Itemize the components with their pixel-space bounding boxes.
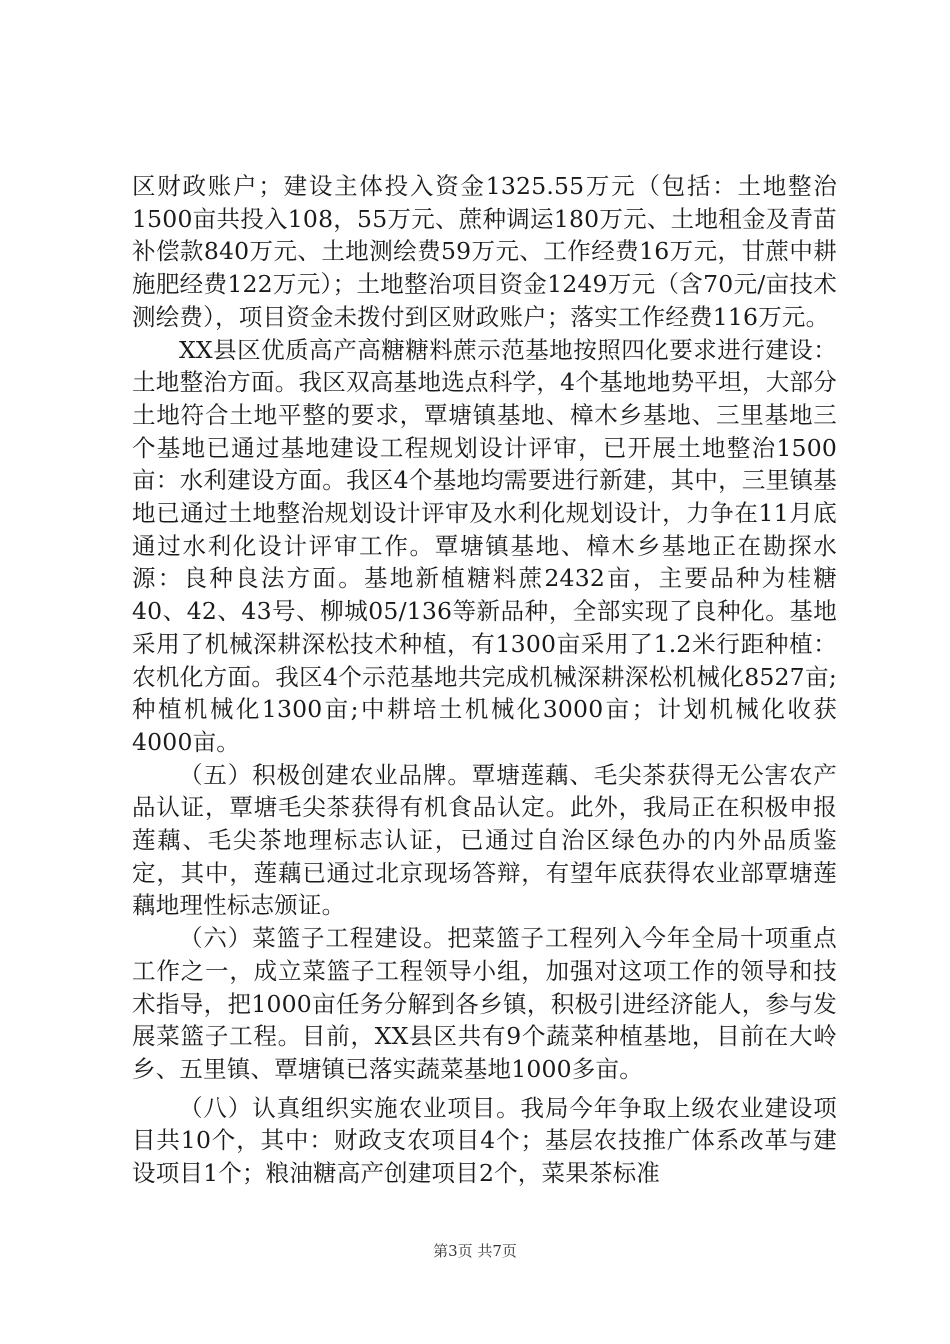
paragraph-agri-projects: （八）认真组织实施农业项目。我局今年争取上级农业建设项目共10个，其中：财政支农项目4个；基层农技推广体系改革与建设项目1个；粮油糖高产创建项目2个，菜果茶标准 xyxy=(132,1093,837,1188)
paragraph-agri-brand: （五）积极创建农业品牌。覃塘莲藕、毛尖茶获得无公害农产品认证，覃塘毛尖茶获得有机食品认定。此外，我局正在积极申报莲藕、毛尖茶地理标志认证，已通过自治区绿色办的内外品质鉴定，其中，莲藕已通过北京现场答辩，有望年底获得农业部覃塘莲藕地理性标志颁证。 xyxy=(132,760,837,920)
paragraph-funding: 区财政账户；建设主体投入资金1325.55万元（包括：土地整治1500亩共投入108，55万元、蔗种调运180万元、土地租金及青苗补偿款840万元、土地测绘费59万元、工作经费16万元，甘蔗中耕施肥经费122万元）；土地整治项目资金1249万元（含70元/亩技术测绘费），项目资金未拨付到区财政账户；落实工作经费116万元。 xyxy=(132,172,837,331)
page-footer: 第3页 共7页 xyxy=(433,1242,517,1260)
paragraph-vegetable-basket: （六）菜篮子工程建设。把菜篮子工程列入今年全局十项重点工作之一，成立菜篮子工程领导小组，加强对这项工作的领导和技术指导，把1000亩任务分解到各乡镇，积极引进经济能人，参与发展菜篮子工程。目前，XX县区共有9个蔬菜种植基地，目前在大岭乡、五里镇、覃塘镇已落实蔬菜基地1000多亩。 xyxy=(132,924,837,1083)
document-body xyxy=(132,170,837,1190)
paragraph-sugarcane-base: XX县区优质高产高糖糖料蔗示范基地按照四化要求进行建设：土地整治方面。我区双高基地选点科学，4个基地地势平坦，大部分土地符合土地平整的要求，覃塘镇基地、樟木乡基地、三里基地三个基地已通过基地建设工程规划设计评审，已开展土地整治1500亩：水利建设方面。我区4个基地均需要进行新建，其中，三里镇基地已通过土地整治规划设计评审及水利化规划设计，力争在11月底通过水利化设计评审工作。覃塘镇基地、樟木乡基地正在勘探水源：良种良法方面。基地新植糖料蔗2432亩，主要品种为桂糖40、42、43号、柳城05/136等新品种，全部实现了良种化。基地采用了机械深耕深松技术种植，有1300亩采用了1.2米行距种植：农机化方面。我区4个示范基地共完成机械深耕深松机械化8527亩;种植机械化1300亩;中耕培土机械化3000亩；计划机械化收获4000亩。 xyxy=(132,335,837,756)
